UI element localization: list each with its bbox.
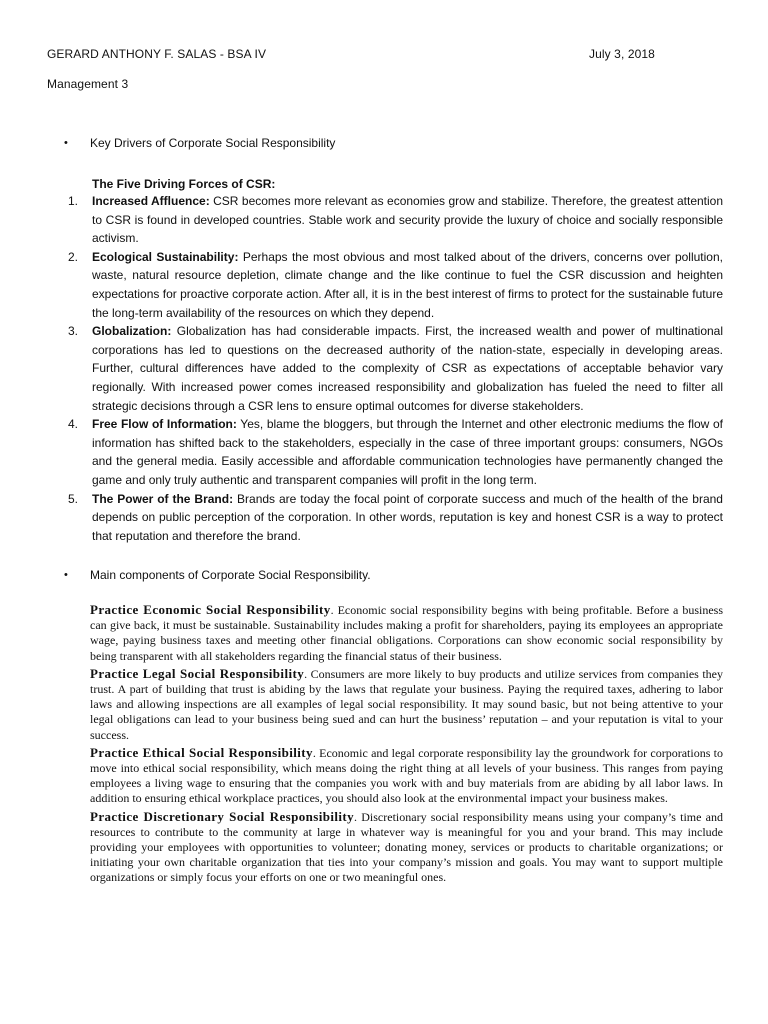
list-text (92, 192, 723, 248)
bullet-icon: • (64, 137, 68, 149)
list-number: 3. (68, 324, 79, 339)
component-paragraph (90, 745, 723, 807)
document-date: July 3, 2018 (589, 47, 655, 61)
component-title: Practice Discretionary Social Responsibility (90, 808, 355, 824)
drivers-list (68, 192, 723, 545)
list-text (92, 490, 723, 546)
driver-term: Free Flow of Information: (92, 417, 237, 432)
drivers-subtitle: The Five Driving Forces of CSR: (92, 177, 276, 191)
driver-term: Ecological Sustainability: (92, 249, 239, 264)
component-text: . Consumers are more likely to buy products and utilize services from companies they trust. A part of building that trust is abiding by the laws that regulate your business. Paying the required taxes, adhering to labor laws and allowing inspections are all examples of legal social responsibility. It may sound basic, but not being attentive to your legal obligations can lead to your business being sued and can hurt the business’ reputation – and your reputation is vital to your success. (90, 666, 723, 742)
driver-term: The Power of the Brand: (92, 491, 234, 506)
component-paragraph (90, 666, 723, 743)
list-number: 1. (68, 194, 79, 208)
section-heading-text: Main components of Corporate Social Responsibility. (90, 568, 371, 582)
list-number: 4. (68, 417, 79, 432)
component-text: . Economic and legal corporate responsibility lay the groundwork for corporations to move into ethical social responsibility, which means doing the right thing at all levels of your business. This ranges from paying employees a living wage to ensuring that the companies you work with and buy materials from are abiding by all labor laws. In addition to ensuring ethical workplace practices, you should also look at the environmental impact your business makes. (90, 745, 723, 806)
driver-description: Brands are today the focal point of corporate success and much of the health of the brand depends on public perception of the corporation. In other words, reputation is key and honest CSR is a way to protect that reputation and therefore the brand. (92, 491, 723, 543)
list-text (92, 322, 723, 415)
driver-description: Globalization has had considerable impacts. First, the increased wealth and power of multinational corporations has led to questions on the decreased authority of the nation-state, especially in developing areas. Further, cultural differences have added to the complexity of CSR as expectations of acceptable behavior vary regionally. With increased power comes increased responsibility and globalization has fueled the need to filter all strategic decisions through a CSR lens to ensure optimal outcomes for diverse stakeholders. (92, 324, 723, 413)
list-text (92, 415, 723, 489)
driver-description: Yes, blame the bloggers, but through the Internet and other electronic mediums the flow of information has shifted back to the stakeholders, especially in the case of three important groups: consumers, NGOs and the general media. Easily accessible and affordable communication technologies have permanently changed the game and only truly authentic and transparent companies will profit in the long term. (92, 417, 723, 487)
section-heading-components (64, 568, 371, 582)
list-text (92, 248, 723, 322)
driver-term: Globalization: (92, 324, 172, 339)
list-number: 5. (68, 491, 79, 506)
driver-term: Increased Affluence: (92, 194, 210, 208)
component-paragraph (90, 809, 723, 886)
component-title: Practice Economic Social Responsibility (90, 602, 331, 617)
author-line: GERARD ANTHONY F. SALAS - BSA IV (47, 47, 267, 61)
list-number: 2. (68, 249, 79, 264)
driver-description: CSR becomes more relevant as economies grow and stabilize. Therefore, the greatest attention to CSR is found in developed countries. Stable work and security provide the luxury of choice and socially responsible activism. (92, 194, 724, 246)
component-paragraph (90, 602, 723, 664)
components-section (90, 602, 723, 888)
section-heading-drivers (64, 136, 335, 150)
list-item (68, 322, 723, 415)
course-name: Management 3 (47, 77, 129, 91)
component-title: Practice Ethical Social Responsibility (90, 744, 313, 760)
section-heading-text: Key Drivers of Corporate Social Responsibility (90, 136, 336, 150)
component-title: Practice Legal Social Responsibility (90, 665, 305, 681)
component-text: . Discretionary social responsibility means using your company’s time and resources to contribute to the community at large in whatever way is meaningful for you and your brand. This may include providing your employees with opportunities to volunteer; donating money, services or products to charitable organizations; or initiating your own charitable organization that ties into your company’s mission and goals. You may want to support multiple organizations or simply focus your efforts on one or two meaningful ones. (90, 809, 723, 885)
list-item (68, 490, 723, 546)
list-item (68, 415, 723, 489)
component-text: . Economic social responsibility begins with being profitable. Before a business can give back, it must be sustainable. Sustainability includes making a profit for shareholders, paying its employees an appropriate wage, paying business taxes and meeting other financial obligations. Corporations can show economic social responsibility by being transparent with all stakeholders regarding the financial status of their business. (90, 603, 723, 663)
bullet-icon: • (64, 569, 68, 581)
list-item (68, 192, 723, 248)
list-item (68, 248, 723, 322)
driver-description: Perhaps the most obvious and most talked about of the drivers, concerns over pollution, waste, natural resource depletion, climate change and the like continue to fuel the CSR discussion and heighten expectations for proactive corporate action. After all, it is in the best interest of firms to protect for the sustainable future the long-term availability of the resources on which they depend. (92, 249, 723, 320)
